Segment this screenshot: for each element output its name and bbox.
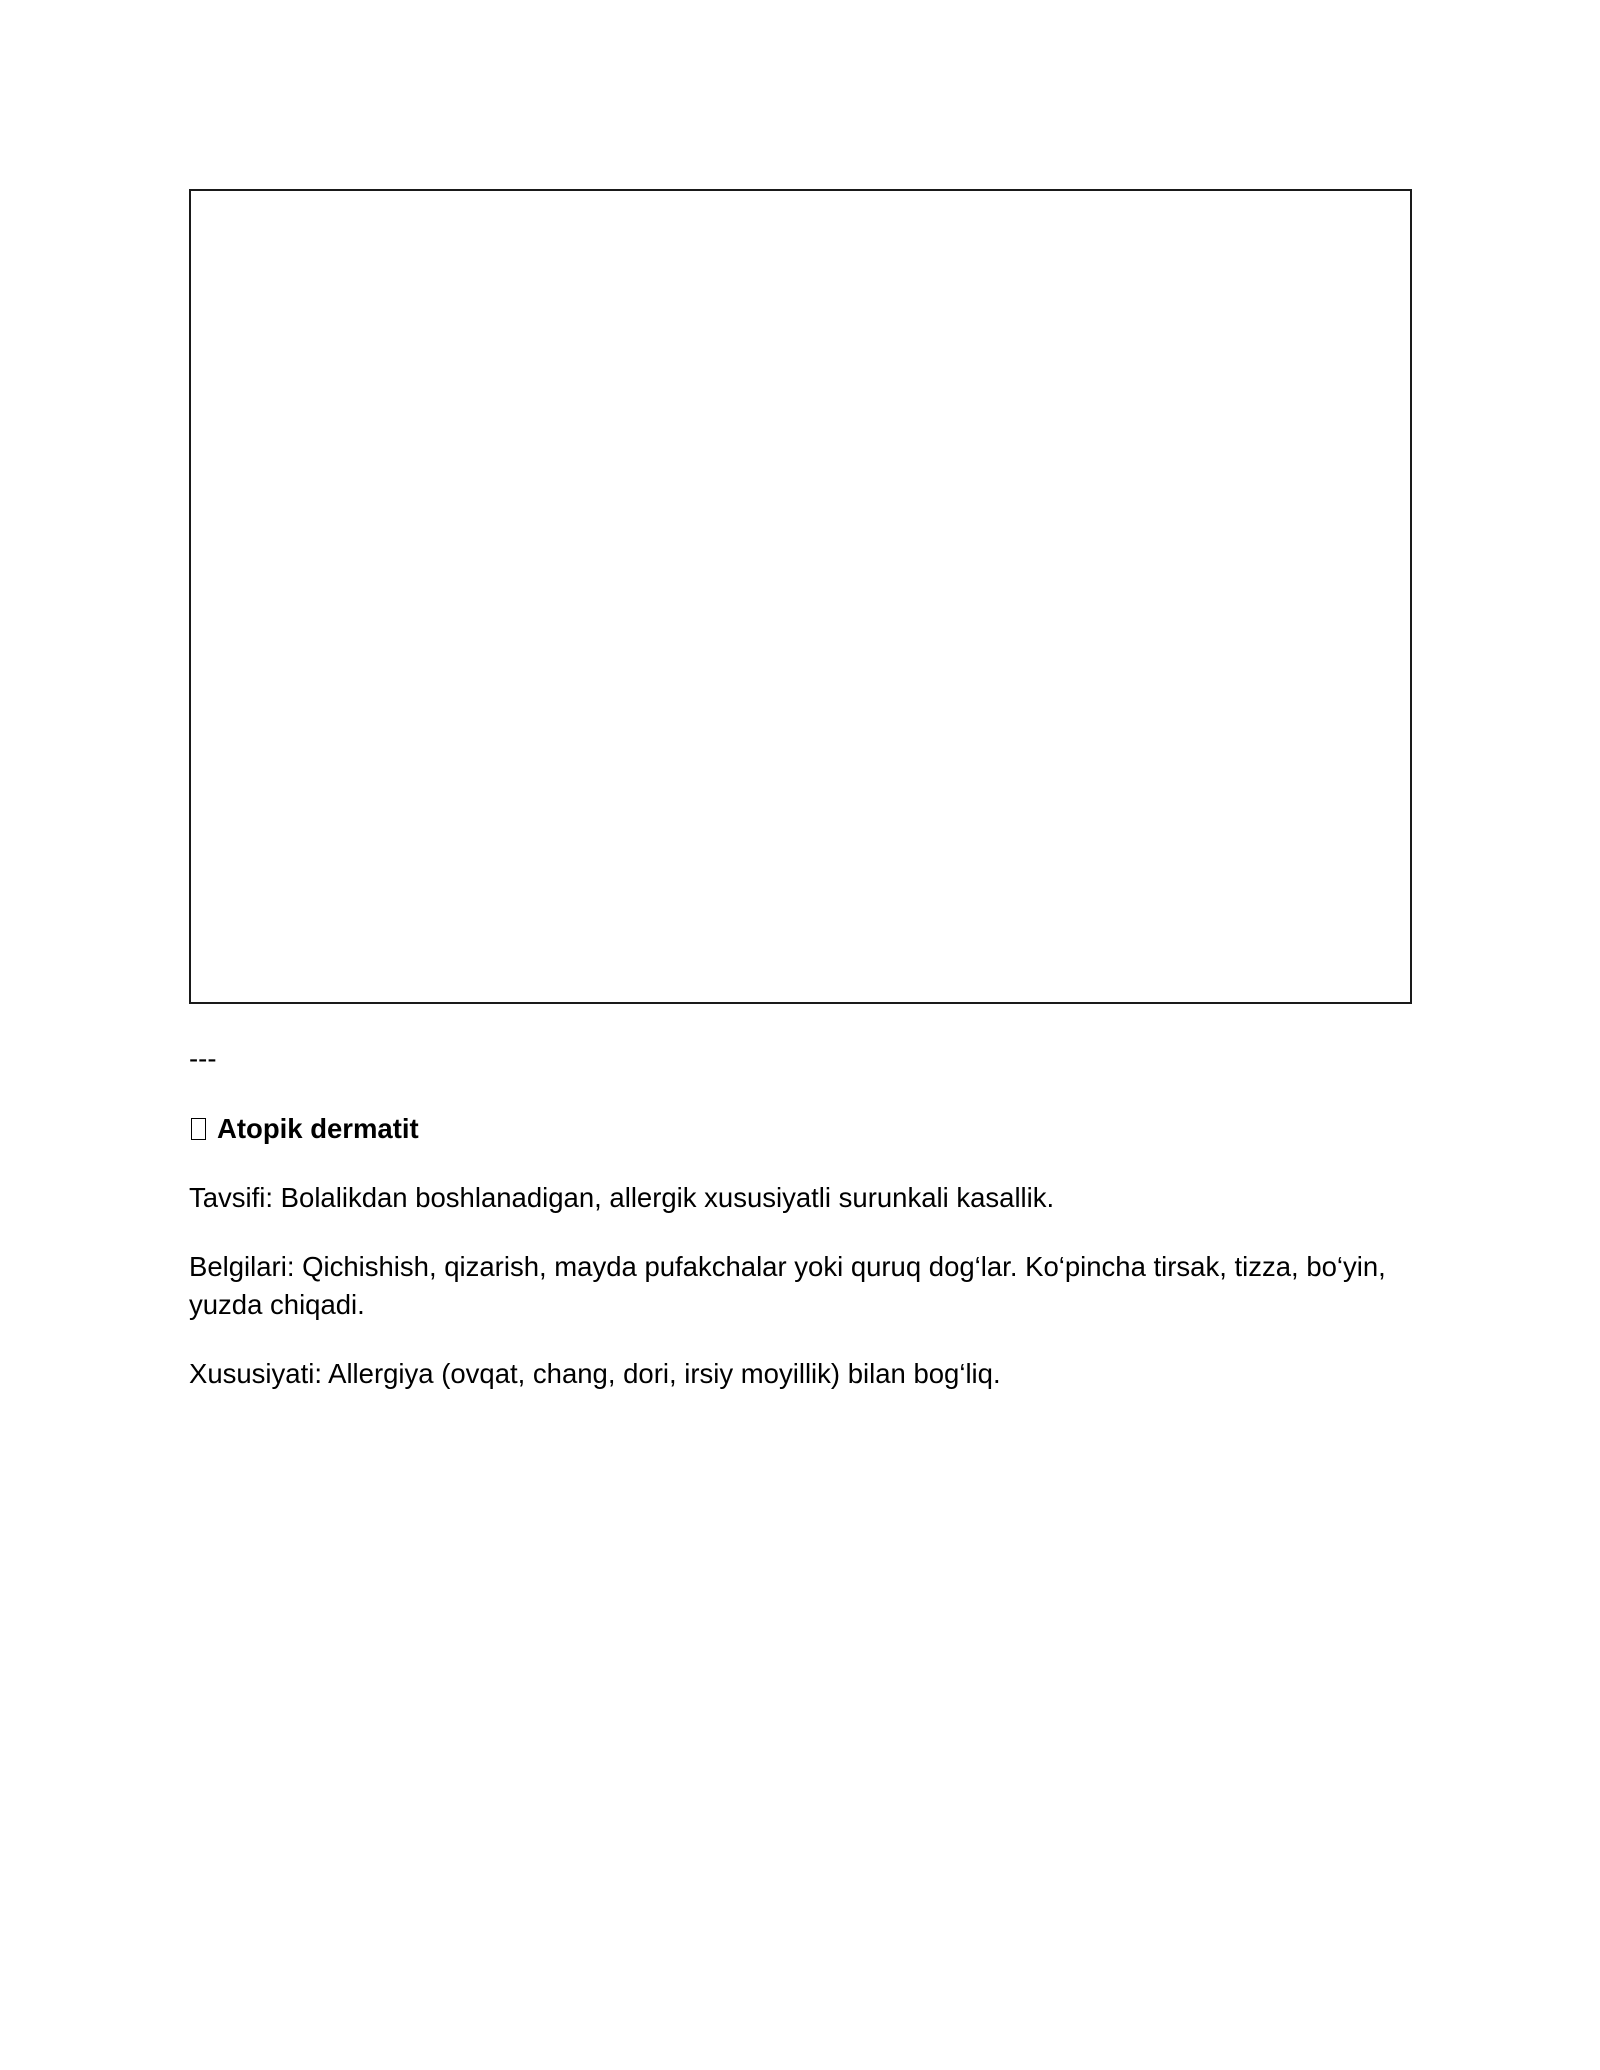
section-heading-title: Atopik dermatit (217, 1113, 419, 1144)
horizontal-rule-text: --- (189, 1043, 217, 1074)
image-placeholder-frame (189, 189, 1412, 1004)
features-paragraph: Xususiyati: Allergiya (ovqat, chang, dori, irsiy moyillik) bilan bog‘liq. (189, 1358, 1001, 1389)
section-heading (189, 1110, 1419, 1148)
symptoms-paragraph: Belgilari: Qichishish, qizarish, mayda pufakchalar yoki quruq dog‘lar. Ko‘pincha tirsak, tizza, bo‘yin, yuzda chiqadi. (189, 1251, 1386, 1320)
missing-glyph-icon (191, 1118, 206, 1140)
document-body (189, 1040, 1419, 1424)
description-paragraph: Tavsifi: Bolalikdan boshlanadigan, allergik xususiyatli surunkali kasallik. (189, 1182, 1055, 1213)
